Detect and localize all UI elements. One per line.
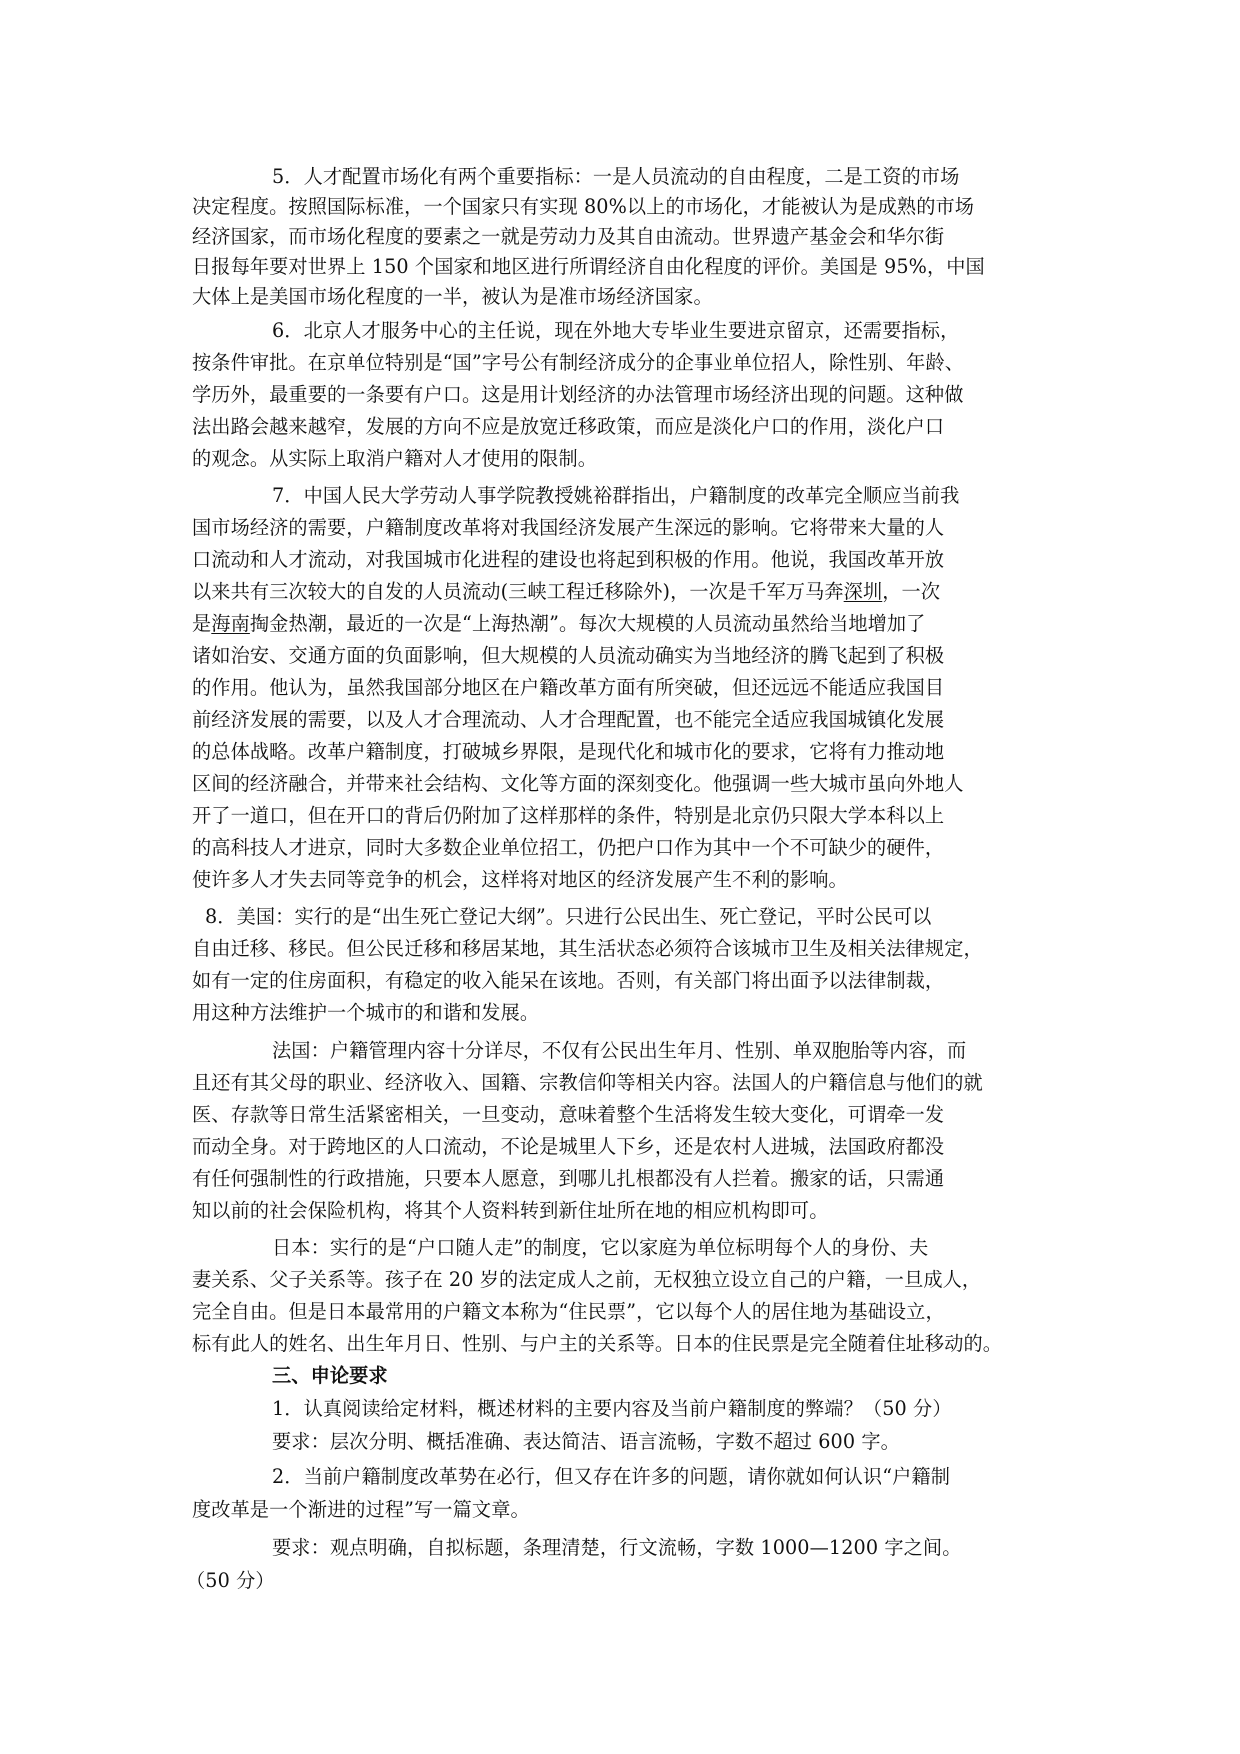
question-2-line: 度改革是一个渐进的过程”写一篇文章。	[192, 1498, 530, 1521]
japan-paragraph-line: 日本：实行的是“户口随人走”的制度，它以家庭为单位标明每个人的身份、夫	[272, 1236, 929, 1259]
question-1-requirement: 要求：层次分明、概括准确、表达简洁、语言流畅，字数不超过 600 字。	[272, 1430, 900, 1453]
paragraph-5-line: 经济国家，而市场化程度的要素之一就是劳动力及其自由流动。世界遗产基金会和华尔街	[192, 225, 945, 248]
question-1: 1．认真阅读给定材料，概述材料的主要内容及当前户籍制度的弊端？（50 分）	[272, 1397, 952, 1420]
question-2-score: （50 分）	[186, 1569, 275, 1592]
paragraph-5-line: 日报每年要对世界上 150 个国家和地区进行所谓经济自由化程度的评价。美国是 95%，中国	[192, 255, 985, 278]
paragraph-6-line: 按条件审批。在京单位特别是“国”字号公有制经济成分的企事业单位招人，除性别、年龄、	[192, 351, 965, 374]
paragraph-5-line: 大体上是美国市场化程度的一半，被认为是准市场经济国家。	[192, 285, 713, 308]
paragraph-8-line: 8．美国：实行的是“出生死亡登记大纲”。只进行公民出生、死亡登记，平时公民可以	[205, 905, 932, 928]
question-2-requirement: 要求：观点明确，自拟标题，条理清楚，行文流畅，字数 1000—1200 字之间。	[272, 1536, 962, 1559]
france-paragraph-line: 且还有其父母的职业、经济收入、国籍、宗教信仰等相关内容。法国人的户籍信息与他们的就	[192, 1071, 983, 1094]
france-paragraph-line: 知以前的社会保险机构，将其个人资料转到新住址所在地的相应机构即可。	[192, 1199, 829, 1222]
paragraph-6-line: 的观念。从实际上取消户籍对人才使用的限制。	[192, 447, 598, 470]
japan-paragraph-line: 妻关系、父子关系等。孩子在 20 岁的法定成人之前，无权独立设立自己的户籍，一旦成人，	[192, 1268, 982, 1291]
paragraph-8-line: 用这种方法维护一个城市的和谐和发展。	[192, 1001, 540, 1024]
section-heading: 三、申论要求	[272, 1364, 388, 1387]
paragraph-5-line: 决定程度。按照国际标准，一个国家只有实现 80%以上的市场化，才能被认为是成熟的市场	[192, 195, 975, 218]
france-paragraph-line: 法国：户籍管理内容十分详尽，不仅有公民出生年月、性别、单双胞胎等内容，而	[272, 1039, 967, 1062]
france-paragraph-line: 医、存款等日常生活紧密相关，一旦变动，意味着整个生活将发生较大变化，可谓牵一发	[192, 1103, 945, 1126]
france-paragraph-line: 有任何强制性的行政措施，只要本人愿意，到哪儿扎根都没有人拦着。搬家的话，只需通	[192, 1167, 945, 1190]
paragraph-8-line: 如有一定的住房面积，有稳定的收入能呆在该地。否则，有关部门将出面予以法律制裁，	[192, 969, 945, 992]
link-shenzhen[interactable]: 深圳	[843, 580, 883, 603]
paragraph-7-line: 诸如治安、交通方面的负面影响，但大规模的人员流动确实为当地经济的腾飞起到了积极	[192, 644, 945, 667]
japan-paragraph-line: 标有此人的姓名、出生年月日、性别、与户主的关系等。日本的住民票是完全随着住址移动的。	[192, 1332, 1003, 1355]
text-segment: 以来共有三次较大的自发的人员流动(三峡工程迁移除外)，一次是千军万马奔	[192, 580, 844, 603]
text-segment: 是	[192, 612, 212, 635]
link-hainan[interactable]: 海南	[211, 612, 250, 635]
paragraph-7-line: 7．中国人民大学劳动人事学院教授姚裕群指出，户籍制度的改革完全顺应当前我	[272, 484, 960, 507]
text-segment: 掏金热潮，最近的一次是“上海热潮”。每次大规模的人员流动虽然给当地增加了	[249, 612, 926, 635]
france-paragraph-line: 而动全身。对于跨地区的人口流动，不论是城里人下乡，还是农村人进城，法国政府都没	[192, 1135, 945, 1158]
text-segment: ，一次	[882, 580, 941, 603]
paragraph-7-line	[192, 577, 940, 607]
paragraph-6-line: 学历外，最重要的一条要有户口。这是用计划经济的办法管理市场经济出现的问题。这种做	[192, 383, 964, 406]
paragraph-6-line: 法出路会越来越窄，发展的方向不应是放宽迁移政策，而应是淡化户口的作用，淡化户口	[192, 415, 945, 438]
paragraph-7-line	[192, 609, 925, 639]
paragraph-7-line: 使许多人才失去同等竞争的机会，这样将对地区的经济发展产生不利的影响。	[192, 868, 848, 891]
paragraph-7-line: 区间的经济融合，并带来社会结构、文化等方面的深刻变化。他强调一些大城市虽向外地人	[192, 772, 964, 795]
paragraph-7-line: 的高科技人才进京，同时大多数企业单位招工，仍把户口作为其中一个不可缺少的硬件，	[192, 836, 945, 859]
paragraph-7-line: 口流动和人才流动，对我国城市化进程的建设也将起到积极的作用。他说，我国改革开放	[192, 548, 945, 571]
paragraph-7-line: 前经济发展的需要，以及人才合理流动、人才合理配置，也不能完全适应我国城镇化发展	[192, 708, 945, 731]
paragraph-5-line: 5．人才配置市场化有两个重要指标：一是人员流动的自由程度，二是工资的市场	[272, 165, 960, 188]
paragraph-6-line: 6．北京人才服务中心的主任说，现在外地大专毕业生要进京留京，还需要指标，	[272, 319, 960, 342]
paragraph-7-line: 国市场经济的需要，户籍制度改革将对我国经济发展产生深远的影响。它将带来大量的人	[192, 516, 945, 539]
paragraph-7-line: 的作用。他认为，虽然我国部分地区在户籍改革方面有所突破，但还远远不能适应我国目	[192, 676, 945, 699]
paragraph-7-line: 的总体战略。改革户籍制度，打破城乡界限，是现代化和城市化的要求，它将有力推动地	[192, 740, 945, 763]
japan-paragraph-line: 完全自由。但是日本最常用的户籍文本称为“住民票”，它以每个人的居住地为基础设立，	[192, 1300, 945, 1323]
question-2-line: 2．当前户籍制度改革势在必行，但又存在许多的问题，请你就如何认识“户籍制	[272, 1465, 950, 1488]
paragraph-7-line: 开了一道口，但在开口的背后仍附加了这样那样的条件，特别是北京仍只限大学本科以上	[192, 804, 945, 827]
paragraph-8-line: 自由迁移、移民。但公民迁移和移居某地，其生活状态必须符合该城市卫生及相关法律规定，	[192, 937, 983, 960]
